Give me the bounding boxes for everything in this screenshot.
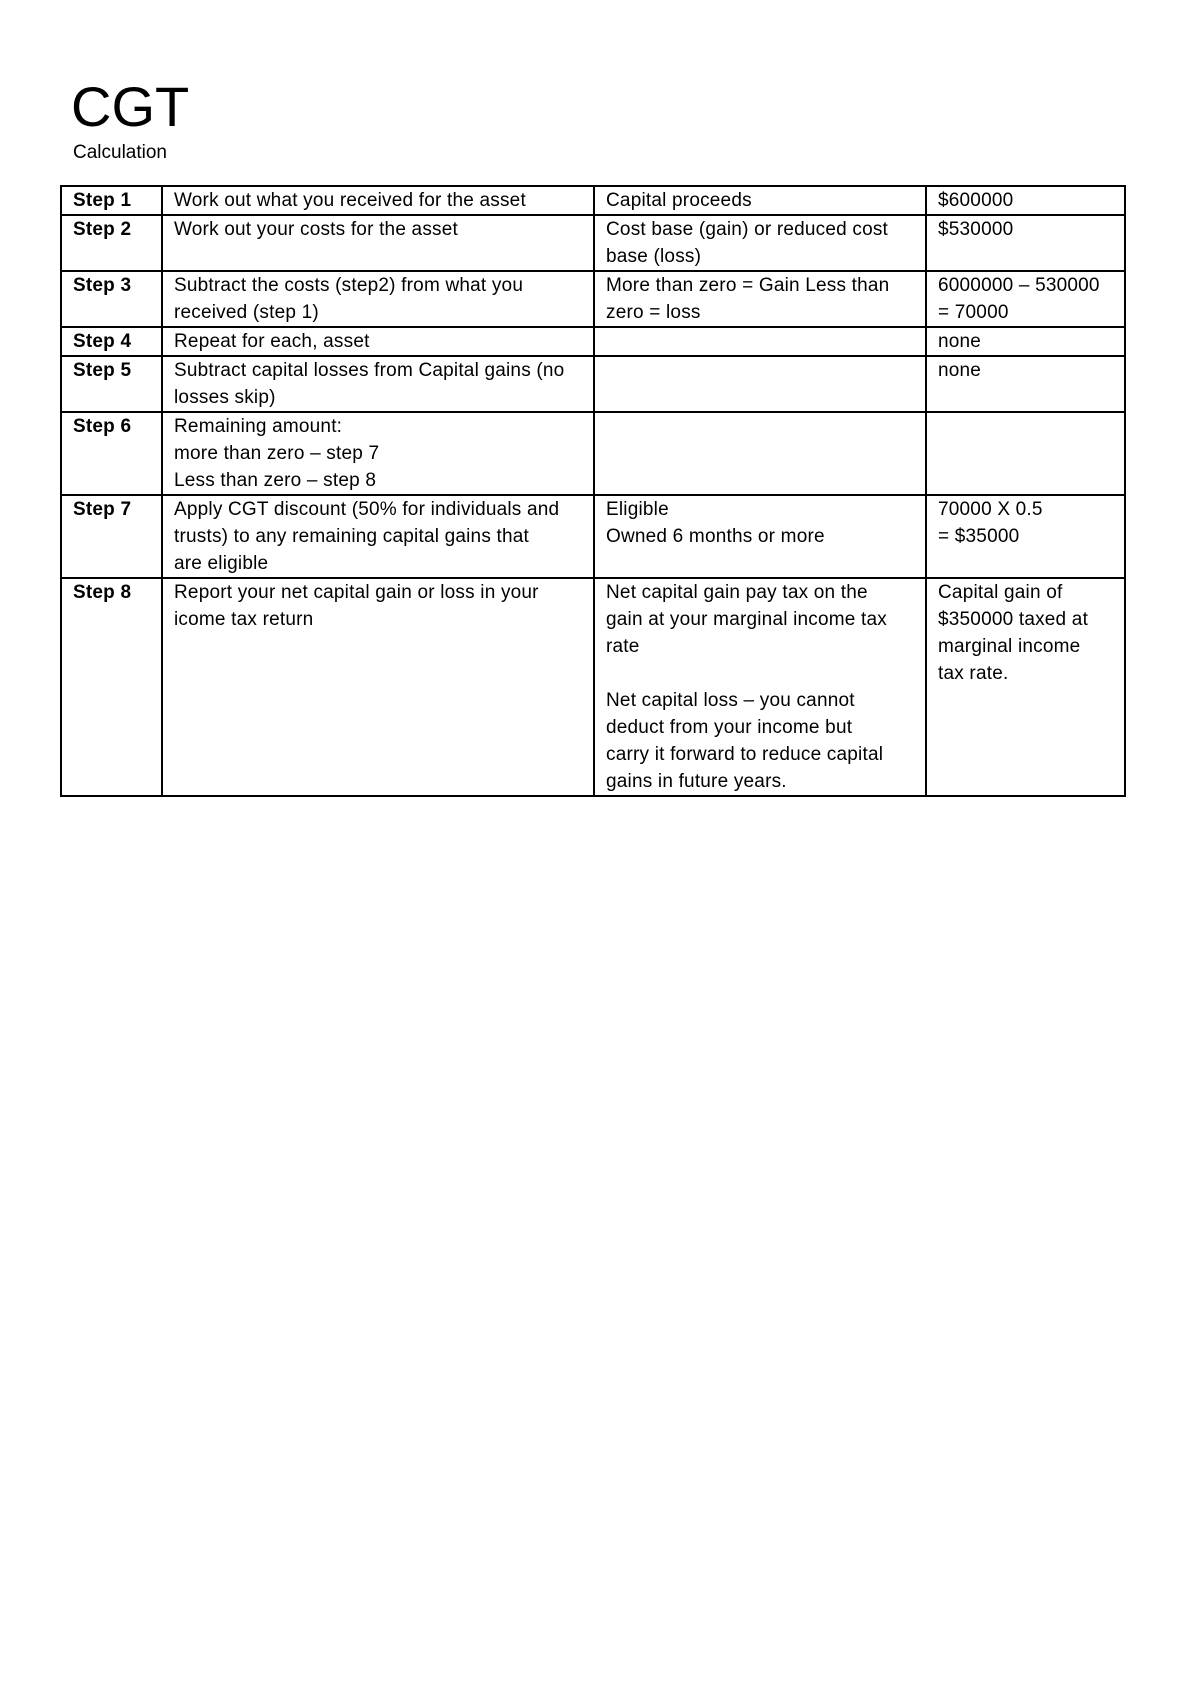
term-cell — [594, 356, 926, 412]
step-label: Step 1 — [73, 190, 132, 211]
value-cell — [926, 271, 1125, 327]
step-cell — [61, 578, 162, 796]
term-line: Capital proceeds — [606, 190, 752, 211]
description-line: Subtract capital losses from Capital gains (no — [174, 360, 565, 381]
description-line: icome tax return — [174, 609, 314, 630]
value-line: tax rate. — [938, 663, 1009, 684]
term-line: Net capital loss – you cannot — [606, 690, 855, 711]
description-line: Less than zero – step 8 — [174, 470, 377, 491]
term-line: rate — [606, 636, 640, 657]
step-cell — [61, 356, 162, 412]
term-line: deduct from your income but — [606, 717, 853, 738]
table-row — [61, 495, 1125, 578]
description-line: Report your net capital gain or loss in your — [174, 582, 539, 603]
description-cell — [162, 186, 594, 215]
table-body — [61, 186, 1125, 796]
table-row — [61, 327, 1125, 356]
value-line: $530000 — [938, 219, 1014, 240]
step-cell — [61, 412, 162, 495]
step-cell — [61, 327, 162, 356]
value-line: 6000000 – 530000 — [938, 275, 1100, 296]
term-line: carry it forward to reduce capital — [606, 744, 884, 765]
table-row — [61, 186, 1125, 215]
value-cell — [926, 215, 1125, 271]
term-cell — [594, 215, 926, 271]
term-line: gain at your marginal income tax — [606, 609, 887, 630]
term-line: More than zero = Gain Less than — [606, 275, 890, 296]
description-cell — [162, 215, 594, 271]
description-cell — [162, 271, 594, 327]
description-cell — [162, 412, 594, 495]
table-row — [61, 215, 1125, 271]
value-line: Capital gain of — [938, 582, 1063, 603]
term-cell — [594, 271, 926, 327]
description-line: received (step 1) — [174, 302, 319, 323]
step-label: Step 5 — [73, 360, 132, 381]
term-cell — [594, 412, 926, 495]
cgt-calculation-table — [60, 185, 1126, 797]
value-line: = $35000 — [938, 526, 1020, 547]
value-line: marginal income — [938, 636, 1081, 657]
value-line: = 70000 — [938, 302, 1009, 323]
term-cell — [594, 578, 926, 796]
step-label: Step 3 — [73, 275, 132, 296]
term-line: Owned 6 months or more — [606, 526, 825, 547]
table-row — [61, 578, 1125, 796]
page-title: CGT — [71, 75, 190, 138]
description-line: more than zero – step 7 — [174, 443, 380, 464]
value-cell — [926, 578, 1125, 796]
term-line: gains in future years. — [606, 771, 787, 792]
description-cell — [162, 495, 594, 578]
table-row — [61, 271, 1125, 327]
step-label: Step 7 — [73, 499, 132, 520]
value-cell — [926, 495, 1125, 578]
value-line: none — [938, 331, 982, 352]
description-line: Apply CGT discount (50% for individuals and — [174, 499, 560, 520]
page-subtitle: Calculation — [73, 142, 167, 163]
step-label: Step 8 — [73, 582, 132, 603]
term-cell — [594, 495, 926, 578]
step-label: Step 2 — [73, 219, 132, 240]
term-line: Net capital gain pay tax on the — [606, 582, 868, 603]
value-cell — [926, 186, 1125, 215]
term-line: Cost base (gain) or reduced cost — [606, 219, 889, 240]
value-line: $600000 — [938, 190, 1014, 211]
term-cell — [594, 186, 926, 215]
term-line: base (loss) — [606, 246, 702, 267]
value-line: none — [938, 360, 982, 381]
description-line: trusts) to any remaining capital gains that — [174, 526, 529, 547]
description-cell — [162, 578, 594, 796]
description-line: Subtract the costs (step2) from what you — [174, 275, 524, 296]
term-line: Eligible — [606, 499, 669, 520]
value-line: $350000 taxed at — [938, 609, 1089, 630]
step-cell — [61, 215, 162, 271]
term-line — [606, 660, 921, 687]
table-row — [61, 356, 1125, 412]
step-label: Step 4 — [73, 331, 132, 352]
value-line: 70000 X 0.5 — [938, 499, 1043, 520]
description-cell — [162, 356, 594, 412]
step-cell — [61, 271, 162, 327]
description-line: losses skip) — [174, 387, 276, 408]
step-label: Step 6 — [73, 416, 132, 437]
value-cell — [926, 327, 1125, 356]
description-line: Work out your costs for the asset — [174, 219, 458, 240]
description-line: Repeat for each, asset — [174, 331, 370, 352]
value-cell — [926, 356, 1125, 412]
step-cell — [61, 186, 162, 215]
term-line: zero = loss — [606, 302, 701, 323]
table-row — [61, 412, 1125, 495]
description-line: are eligible — [174, 553, 269, 574]
description-line: Remaining amount: — [174, 416, 343, 437]
description-cell — [162, 327, 594, 356]
description-line: Work out what you received for the asset — [174, 190, 526, 211]
value-cell — [926, 412, 1125, 495]
term-cell — [594, 327, 926, 356]
step-cell — [61, 495, 162, 578]
